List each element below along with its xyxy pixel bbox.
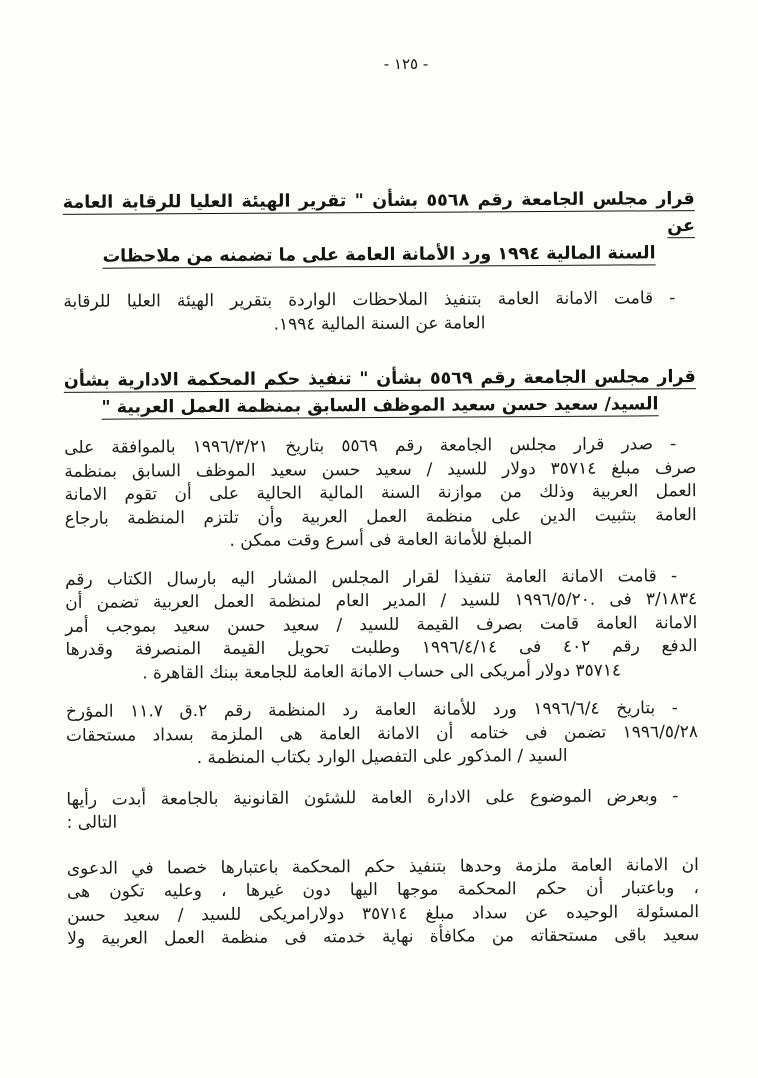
text-line: قرار مجلس الجامعة رقم ٥٥٦٨ بشأن " تقرير الهيئة العليا للرقابة العامة عن xyxy=(62,189,695,237)
para-decision-issued xyxy=(64,433,697,554)
text-line: الامانة العامة قامت بصرف القيمة للسيد / سعيد حسن سعيد بموجب أمر xyxy=(65,612,698,637)
page-number: - ١٢٥ - xyxy=(383,55,429,73)
para-observations-implemented xyxy=(63,287,695,338)
text-line: السيد / المذكور على التفصيل الوارد بكتاب المنظمة . xyxy=(196,745,568,769)
text-line: - بتاريخ ١٩٩٦/٦/٤ ورد للأمانة العامة رد المنظمة رقم ٢.ق ١١.٧ المؤرخ xyxy=(65,698,678,722)
text-line: - صدر قرار مجلس الجامعة رقم ٥٥٦٩ بتاريخ ١٩٩٦/٣/٢١ بالموافقة على xyxy=(64,434,677,458)
document-content xyxy=(63,186,700,951)
heading-decision-5568 xyxy=(63,186,695,271)
text-line: العامة بتثبيت الدين على منظمة العمل العربية وأن تلتزم المنظمة بارجاع xyxy=(64,504,697,529)
text-line: المبلغ للأمانة العامة فى أسرع وقت ممكن . xyxy=(229,529,533,551)
text-line: السنة المالية ١٩٩٤ ورد الأمانة العامة على ما تضمنه من ملاحظات xyxy=(102,243,656,267)
heading-decision-5569 xyxy=(64,364,696,422)
text-line: صرف مبلغ ٣٥٧١٤ دولار للسيد / سعيد حسن سعيد الموظف السابق بمنظمة xyxy=(64,457,697,482)
text-line: المسئولة الوحيده عن سداد مبلغ ٣٥٧١٤ دولارامريكى للسيد / سعيد حسن xyxy=(67,901,700,926)
text-line: - قامت الامانة العامة تنفيذا لقرار المجلس المشار اليه بارسال الكتاب رقم xyxy=(64,565,678,590)
para-letter-sent xyxy=(65,565,698,686)
text-line: التالى : xyxy=(66,812,118,833)
para-organization-reply xyxy=(66,697,698,771)
text-line: العامة عن السنة المالية ١٩٩٤. xyxy=(273,312,486,335)
para-legal-opinion xyxy=(67,854,700,952)
text-line: قرار مجلس الجامعة رقم ٥٥٦٩ بشأن " تنفيذ حكم المحكمة الادارية بشأن xyxy=(63,367,696,391)
text-line: الدفع رقم ٤٠٢ فى ١٩٩٦/٤/١٤ وطلبت تحويل القيمة المنصرفة وقدرها xyxy=(65,636,698,660)
text-line: - وبعرض الموضوع على الادارة العامة للشئون القانونية بالجامعة أبدت رأيها xyxy=(66,785,679,810)
text-line: ١٩٩٦/٥/٢٨ تضمن فى ختامه أن الامانة العامة هى الملزمة بسداد مستحقات xyxy=(65,721,699,746)
text-line: ، وباعتبار أن حكم المحكمة موجها اليها دون غيرها ، وعليه تكون هى xyxy=(66,878,700,902)
text-line: ان الامانة العامة ملزمة وحدها بتنفيذ حكم المحكمة باعتبارها خصما في الدعوى xyxy=(66,854,699,879)
text-line: ٣٥٧١٤ دولار أمريكى الى حساب الامانة العامة للجامعة ببنك القاهرة . xyxy=(142,660,622,683)
text-line: ٣/١٨٣٤ فى .١٩٩٦/٥/٢٠ للسيد / المدير العام لمنظمة العمل العربية تضمن أن xyxy=(65,589,698,613)
para-legal-department xyxy=(66,785,698,836)
text-line: سعيد باقى مستحقاته من مكافأة نهاية خدمته فى منظمة العمل العربية ولا xyxy=(67,925,700,949)
text-line: - قامت الامانة العامة بتنفيذ الملاحظات الواردة بتقرير الهيئة العليا للرقابة xyxy=(63,288,676,312)
text-line: العمل العربية وذلك من موازنة السنة المالية الحالية على أن تقوم الامانة xyxy=(64,481,697,505)
text-line: السيد/ سعيد حسن سعيد الموظف السابق بمنظمة العمل العربية " xyxy=(101,394,659,418)
